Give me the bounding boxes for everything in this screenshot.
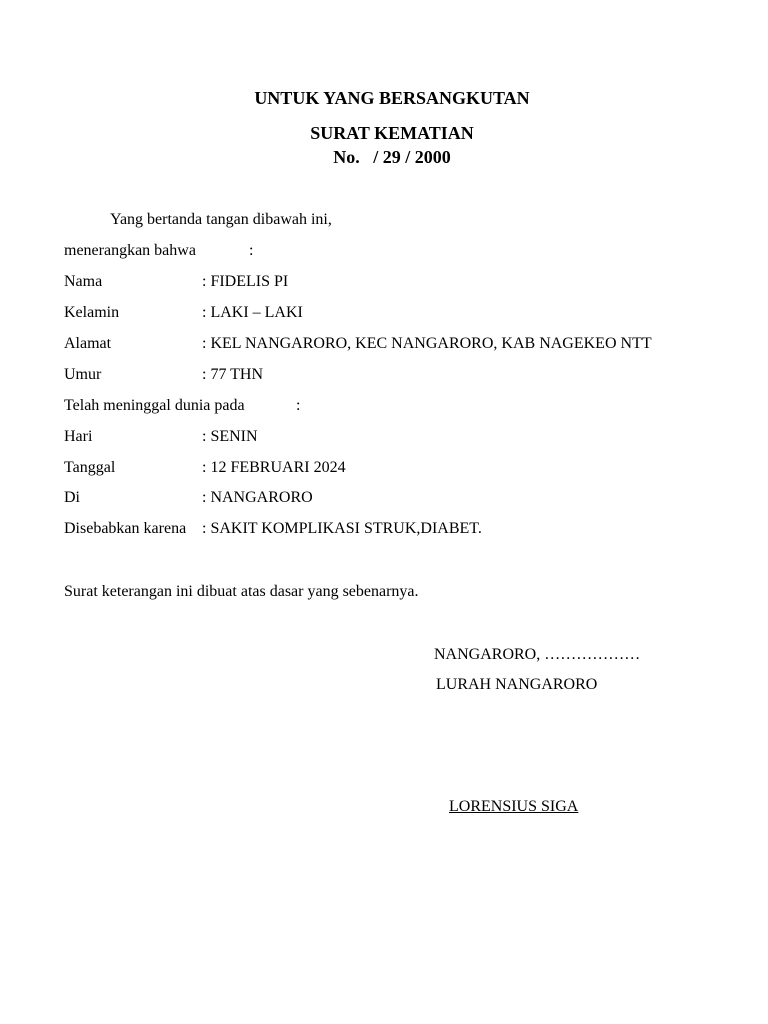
gender-value: : LAKI – LAKI <box>202 304 303 321</box>
name-label: Nama <box>64 273 103 290</box>
date-label: Tanggal <box>64 459 116 476</box>
death-intro-label: Telah meninggal dunia pada <box>64 397 245 414</box>
opening-text: Yang bertanda tangan dibawah ini, <box>110 211 332 228</box>
header-line: UNTUK YANG BERSANGKUTAN <box>254 88 530 108</box>
place-label: Di <box>64 489 80 506</box>
statement-colon: : <box>249 242 254 259</box>
document-number: No. / 29 / 2000 <box>333 147 451 167</box>
age-label: Umur <box>64 366 102 383</box>
closing-statement: Surat keterangan ini dibuat atas dasar yang sebenarnya. <box>64 583 419 600</box>
cause-label: Disebabkan karena <box>64 520 187 537</box>
day-label: Hari <box>64 428 93 445</box>
document-title: SURAT KEMATIAN <box>310 123 474 143</box>
name-value: : FIDELIS PI <box>202 273 289 290</box>
date-value: : 12 FEBRUARI 2024 <box>202 459 346 476</box>
day-value: : SENIN <box>202 428 258 445</box>
death-intro-colon: : <box>296 397 301 414</box>
address-value: : KEL NANGARORO, KEC NANGARORO, KAB NAGEKEO NTT <box>202 335 652 352</box>
address-label: Alamat <box>64 335 112 352</box>
statement-label: menerangkan bahwa <box>64 242 196 259</box>
signature-place-date: NANGARORO, ……………… <box>434 646 641 663</box>
place-value: : NANGARORO <box>202 489 313 506</box>
signature-position: LURAH NANGARORO <box>436 676 598 693</box>
age-value: : 77 THN <box>202 366 264 383</box>
gender-label: Kelamin <box>64 304 120 321</box>
signatory-name: LORENSIUS SIGA <box>449 798 579 815</box>
cause-value: : SAKIT KOMPLIKASI STRUK,DIABET. <box>202 520 482 537</box>
